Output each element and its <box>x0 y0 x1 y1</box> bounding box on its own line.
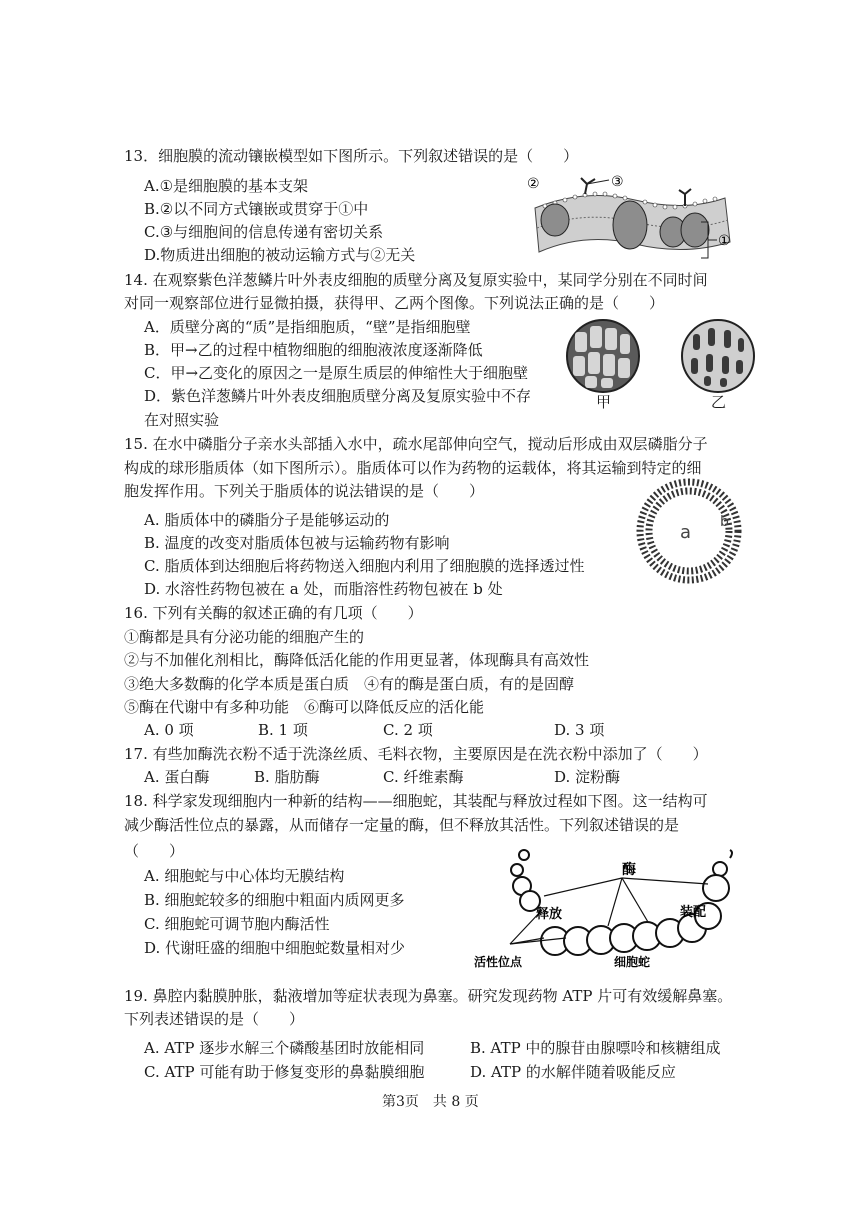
q18-label-enzyme: 酶 <box>622 862 636 878</box>
q16-option-d: D. 3 项 <box>554 721 605 739</box>
q13-label-3: ③ <box>611 174 624 190</box>
q15-stem-line2: 构成的球形脂质体（如下图所示）。脂质体可以作为药物的运载体，将其运输到特定的细 <box>124 459 702 477</box>
q13-option-b: B.②以不同方式镶嵌或贯穿于①中 <box>144 200 369 218</box>
q13-option-c: C.③与细胞间的信息传递有密切关系 <box>144 223 384 241</box>
q15-option-c: C. 脂质体到达细胞后将药物送入细胞内利用了细胞膜的选择透过性 <box>144 557 585 575</box>
q14-label-jia: 甲 <box>596 393 612 411</box>
q15-stem-line1: 15. 在水中磷脂分子亲水头部插入水中，疏水尾部伸向空气，搅动后形成由双层磷脂分子 <box>124 435 708 453</box>
q18-stem-line2: 减少酶活性位点的暴露，从而储存一定量的酶，但不释放其活性。下列叙述错误的是 <box>124 816 680 834</box>
q17-option-d: D. 淀粉酶 <box>554 768 621 786</box>
q18-option-a: A. 细胞蛇与中心体均无膜结构 <box>144 867 345 885</box>
q19-option-c: C. ATP 可能有助于修复变形的鼻黏膜细胞 <box>144 1063 425 1081</box>
q13-stem: 13．细胞膜的流动镶嵌模型如下图所示。下列叙述错误的是（ ） <box>124 147 579 165</box>
q18-stem-line3: （ ） <box>124 842 185 860</box>
q19-stem-line2: 下列表述错误的是（ ） <box>124 1010 305 1028</box>
q14-option-c: C．甲→乙变化的原因之一是原生质层的伸缩性大于细胞壁 <box>144 364 529 382</box>
q17-option-c: C. 纤维素酶 <box>383 768 464 786</box>
membrane-model-figure <box>525 170 740 265</box>
q14-option-d-cont: 在对照实验 <box>144 411 220 429</box>
q13-label-2: ② <box>527 176 540 192</box>
q17-stem: 17. 有些加酶洗衣粉不适于洗涤丝质、毛料衣物，主要原因是在洗衣粉中添加了（ ） <box>124 745 708 763</box>
q16-option-b: B. 1 项 <box>258 721 308 739</box>
cytoophidium-figure <box>472 840 752 970</box>
q17-option-a: A. 蛋白酶 <box>144 768 210 786</box>
q19-option-d: D. ATP 的水解伴随着吸能反应 <box>470 1063 676 1081</box>
q15-option-a: A. 脂质体中的磷脂分子是能够运动的 <box>144 511 390 529</box>
q15-label-a: a <box>680 522 692 543</box>
q19-stem-line1: 19. 鼻腔内黏膜肿胀，黏液增加等症状表现为鼻塞。研究发现药物 ATP 片可有效缓解鼻塞。 <box>124 987 733 1005</box>
q15-stem-line3: 胞发挥作用。下列关于脂质体的说法错误的是（ ） <box>124 482 485 500</box>
q13-option-a: A.①是细胞膜的基本支架 <box>144 177 309 195</box>
q18-label-active-site: 活性位点 <box>474 955 523 969</box>
q18-option-d: D. 代谢旺盛的细胞中细胞蛇数量相对少 <box>144 939 406 957</box>
q16-statement-5-6: ⑤酶在代谢中有多种功能 ⑥酶可以降低反应的活化能 <box>124 698 485 716</box>
q15-option-b: B. 温度的改变对脂质体包被与运输药物有影响 <box>144 534 450 552</box>
q14-label-yi: 乙 <box>711 393 727 411</box>
q19-option-b: B. ATP 中的腺苷由腺嘌呤和核糖组成 <box>470 1039 721 1057</box>
q13-option-d: D.物质进出细胞的被动运输方式与②无关 <box>144 246 416 264</box>
q16-option-c: C. 2 项 <box>383 721 433 739</box>
q15-label-b: b <box>720 514 729 530</box>
q14-option-d: D．紫色洋葱鳞片叶外表皮细胞质壁分离及复原实验中不存 <box>144 387 532 405</box>
micrograph-yi <box>680 318 756 394</box>
q19-option-a: A. ATP 逐步水解三个磷酸基团时放能相同 <box>144 1039 425 1057</box>
q18-stem-line1: 18. 科学家发现细胞内一种新的结构——细胞蛇，其装配与释放过程如下图。这一结构可 <box>124 792 708 810</box>
q16-statement-3-4: ③绝大多数酶的化学本质是蛋白质 ④有的酶是蛋白质，有的是固醇 <box>124 675 575 693</box>
q18-option-b: B. 细胞蛇较多的细胞中粗面内质网更多 <box>144 891 405 909</box>
q17-option-b: B. 脂肪酶 <box>254 768 320 786</box>
q16-statement-1: ①酶都是具有分泌功能的细胞产生的 <box>124 628 365 646</box>
q14-option-b: B．甲→乙的过程中植物细胞的细胞液浓度逐渐降低 <box>144 341 483 359</box>
q18-label-cytoophidium: 细胞蛇 <box>614 955 651 969</box>
micrograph-jia <box>565 318 641 394</box>
q14-stem-line2: 对同一观察部位进行显微拍摄，获得甲、乙两个图像。下列说法正确的是（ ） <box>124 294 665 312</box>
q15-option-d: D. 水溶性药物包被在 a 处，而脂溶性药物包被在 b 处 <box>144 580 503 598</box>
q14-option-a: A．质壁分离的“质”是指细胞质，“壁”是指细胞壁 <box>144 318 471 336</box>
q14-stem-line1: 14. 在观察紫色洋葱鳞片叶外表皮细胞的质壁分离及复原实验中，某同学分别在不同时间 <box>124 271 708 289</box>
q16-option-a: A. 0 项 <box>144 721 194 739</box>
q16-stem: 16. 下列有关酶的叙述正确的有几项（ ） <box>124 604 423 622</box>
q16-statement-2: ②与不加催化剂相比，酶降低活化能的作用更显著，体现酶具有高效性 <box>124 651 590 669</box>
page-footer: 第3页 共 8 页 <box>382 1094 479 1110</box>
q13-label-1: ① <box>718 233 731 249</box>
q18-option-c: C. 细胞蛇可调节胞内酶活性 <box>144 915 330 933</box>
q18-label-release: 释放 <box>536 907 563 922</box>
liposome-figure <box>636 478 742 584</box>
q18-label-assembly: 装配 <box>680 905 707 920</box>
